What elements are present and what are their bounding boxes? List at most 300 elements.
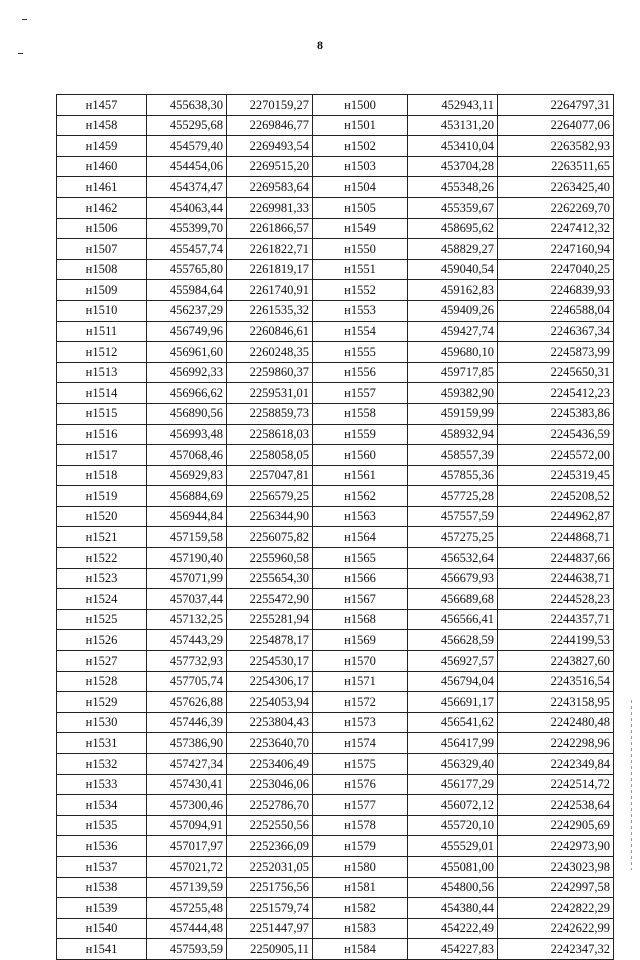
point-id-cell: н1505: [313, 197, 408, 218]
point-id-cell: н1565: [313, 548, 408, 569]
y-coordinate-cell: 2242622,99: [498, 918, 614, 939]
x-coordinate-cell: 459040,54: [408, 259, 498, 280]
y-coordinate-cell: 2263582,93: [498, 136, 614, 157]
point-id-cell: н1531: [57, 733, 147, 754]
y-coordinate-cell: 2246367,34: [498, 321, 614, 342]
point-id-cell: н1518: [57, 465, 147, 486]
x-coordinate-cell: 457626,88: [147, 692, 227, 713]
x-coordinate-cell: 454222,49: [408, 918, 498, 939]
point-id-cell: н1522: [57, 548, 147, 569]
x-coordinate-cell: 457132,25: [147, 609, 227, 630]
point-id-cell: н1506: [57, 218, 147, 239]
y-coordinate-cell: 2269981,33: [227, 197, 313, 218]
x-coordinate-cell: 456927,57: [408, 651, 498, 672]
y-coordinate-cell: 2247040,25: [498, 259, 614, 280]
y-coordinate-cell: 2261740,91: [227, 280, 313, 301]
point-id-cell: н1581: [313, 877, 408, 898]
x-coordinate-cell: 459409,26: [408, 300, 498, 321]
table-row: [57, 939, 614, 960]
y-coordinate-cell: 2270159,27: [227, 95, 313, 116]
point-id-cell: н1570: [313, 651, 408, 672]
x-coordinate-cell: 452943,11: [408, 95, 498, 116]
x-coordinate-cell: 456541,62: [408, 712, 498, 733]
point-id-cell: н1539: [57, 898, 147, 919]
point-id-cell: н1503: [313, 156, 408, 177]
y-coordinate-cell: 2259531,01: [227, 383, 313, 404]
x-coordinate-cell: 457427,34: [147, 754, 227, 775]
point-id-cell: н1575: [313, 754, 408, 775]
point-id-cell: н1501: [313, 115, 408, 136]
point-id-cell: н1532: [57, 754, 147, 775]
point-id-cell: н1538: [57, 877, 147, 898]
x-coordinate-cell: 455295,68: [147, 115, 227, 136]
y-coordinate-cell: 2256075,82: [227, 527, 313, 548]
table-row: [57, 836, 614, 857]
y-coordinate-cell: 2243158,95: [498, 692, 614, 713]
y-coordinate-cell: 2242973,90: [498, 836, 614, 857]
table-row: [57, 218, 614, 239]
scan-mark: [18, 53, 23, 54]
x-coordinate-cell: 456566,41: [408, 609, 498, 630]
x-coordinate-cell: 457444,48: [147, 918, 227, 939]
point-id-cell: н1537: [57, 856, 147, 877]
point-id-cell: н1516: [57, 424, 147, 445]
table-row: [57, 877, 614, 898]
table-row: [57, 156, 614, 177]
table-row: [57, 197, 614, 218]
point-id-cell: н1536: [57, 836, 147, 857]
x-coordinate-cell: 454374,47: [147, 177, 227, 198]
point-id-cell: н1567: [313, 589, 408, 610]
table-row: [57, 239, 614, 260]
x-coordinate-cell: 457037,44: [147, 589, 227, 610]
point-id-cell: н1568: [313, 609, 408, 630]
x-coordinate-cell: 456966,62: [147, 383, 227, 404]
y-coordinate-cell: 2269493,54: [227, 136, 313, 157]
y-coordinate-cell: 2244528,23: [498, 589, 614, 610]
y-coordinate-cell: 2254306,17: [227, 671, 313, 692]
table-row: [57, 403, 614, 424]
point-id-cell: н1504: [313, 177, 408, 198]
y-coordinate-cell: 2253804,43: [227, 712, 313, 733]
y-coordinate-cell: 2254053,94: [227, 692, 313, 713]
point-id-cell: н1502: [313, 136, 408, 157]
y-coordinate-cell: 2242347,32: [498, 939, 614, 960]
table-row: [57, 589, 614, 610]
y-coordinate-cell: 2245412,23: [498, 383, 614, 404]
x-coordinate-cell: 459382,90: [408, 383, 498, 404]
point-id-cell: н1524: [57, 589, 147, 610]
point-id-cell: н1509: [57, 280, 147, 301]
x-coordinate-cell: 457430,41: [147, 774, 227, 795]
table-row: [57, 568, 614, 589]
x-coordinate-cell: 457190,40: [147, 548, 227, 569]
point-id-cell: н1560: [313, 445, 408, 466]
y-coordinate-cell: 2242538,64: [498, 795, 614, 816]
point-id-cell: н1507: [57, 239, 147, 260]
scan-mark: [22, 19, 27, 20]
x-coordinate-cell: 453410,04: [408, 136, 498, 157]
y-coordinate-cell: 2247160,94: [498, 239, 614, 260]
point-id-cell: н1577: [313, 795, 408, 816]
point-id-cell: н1580: [313, 856, 408, 877]
y-coordinate-cell: 2252366,09: [227, 836, 313, 857]
y-coordinate-cell: 2258058,05: [227, 445, 313, 466]
x-coordinate-cell: 456689,68: [408, 589, 498, 610]
page-number: 8: [317, 38, 323, 52]
table-row: [57, 259, 614, 280]
x-coordinate-cell: 457446,39: [147, 712, 227, 733]
point-id-cell: н1526: [57, 630, 147, 651]
y-coordinate-cell: 2259860,37: [227, 362, 313, 383]
point-id-cell: н1573: [313, 712, 408, 733]
x-coordinate-cell: 454380,44: [408, 898, 498, 919]
x-coordinate-cell: 456072,12: [408, 795, 498, 816]
point-id-cell: н1576: [313, 774, 408, 795]
x-coordinate-cell: 455081,00: [408, 856, 498, 877]
table-row: [57, 671, 614, 692]
point-id-cell: н1556: [313, 362, 408, 383]
y-coordinate-cell: 2260248,35: [227, 342, 313, 363]
point-id-cell: н1540: [57, 918, 147, 939]
x-coordinate-cell: 456944,84: [147, 506, 227, 527]
table-row: [57, 712, 614, 733]
x-coordinate-cell: 453131,20: [408, 115, 498, 136]
x-coordinate-cell: 455984,64: [147, 280, 227, 301]
point-id-cell: н1583: [313, 918, 408, 939]
point-id-cell: н1555: [313, 342, 408, 363]
x-coordinate-cell: 457068,46: [147, 445, 227, 466]
point-id-cell: н1508: [57, 259, 147, 280]
x-coordinate-cell: 457275,25: [408, 527, 498, 548]
x-coordinate-cell: 457094,91: [147, 815, 227, 836]
point-id-cell: н1572: [313, 692, 408, 713]
x-coordinate-cell: 456884,69: [147, 486, 227, 507]
y-coordinate-cell: 2252786,70: [227, 795, 313, 816]
point-id-cell: н1541: [57, 939, 147, 960]
point-id-cell: н1500: [313, 95, 408, 116]
table-row: [57, 630, 614, 651]
y-coordinate-cell: 2253046,06: [227, 774, 313, 795]
y-coordinate-cell: 2246588,04: [498, 300, 614, 321]
x-coordinate-cell: 458695,62: [408, 218, 498, 239]
table-row: [57, 774, 614, 795]
y-coordinate-cell: 2256579,25: [227, 486, 313, 507]
point-id-cell: н1529: [57, 692, 147, 713]
point-id-cell: н1533: [57, 774, 147, 795]
x-coordinate-cell: 457855,36: [408, 465, 498, 486]
y-coordinate-cell: 2251579,74: [227, 898, 313, 919]
point-id-cell: н1561: [313, 465, 408, 486]
point-id-cell: н1579: [313, 836, 408, 857]
point-id-cell: н1558: [313, 403, 408, 424]
point-id-cell: н1559: [313, 424, 408, 445]
y-coordinate-cell: 2255472,90: [227, 589, 313, 610]
y-coordinate-cell: 2252550,56: [227, 815, 313, 836]
x-coordinate-cell: 455720,10: [408, 815, 498, 836]
y-coordinate-cell: 2264797,31: [498, 95, 614, 116]
point-id-cell: н1554: [313, 321, 408, 342]
x-coordinate-cell: 456929,83: [147, 465, 227, 486]
x-coordinate-cell: 455348,26: [408, 177, 498, 198]
point-id-cell: н1535: [57, 815, 147, 836]
table-row: [57, 95, 614, 116]
y-coordinate-cell: 2251756,56: [227, 877, 313, 898]
y-coordinate-cell: 2242349,84: [498, 754, 614, 775]
table-row: [57, 548, 614, 569]
y-coordinate-cell: 2255654,30: [227, 568, 313, 589]
table-row: [57, 795, 614, 816]
y-coordinate-cell: 2245572,00: [498, 445, 614, 466]
point-id-cell: н1527: [57, 651, 147, 672]
x-coordinate-cell: 459162,83: [408, 280, 498, 301]
point-id-cell: н1459: [57, 136, 147, 157]
y-coordinate-cell: 2254530,17: [227, 651, 313, 672]
table-row: [57, 177, 614, 198]
y-coordinate-cell: 2253640,70: [227, 733, 313, 754]
point-id-cell: н1534: [57, 795, 147, 816]
point-id-cell: н1519: [57, 486, 147, 507]
x-coordinate-cell: 457021,72: [147, 856, 227, 877]
y-coordinate-cell: 2242298,96: [498, 733, 614, 754]
table-row: [57, 465, 614, 486]
point-id-cell: н1457: [57, 95, 147, 116]
x-coordinate-cell: 459680,10: [408, 342, 498, 363]
point-id-cell: н1552: [313, 280, 408, 301]
x-coordinate-cell: 459717,85: [408, 362, 498, 383]
x-coordinate-cell: 455529,01: [408, 836, 498, 857]
point-id-cell: н1461: [57, 177, 147, 198]
point-id-cell: н1530: [57, 712, 147, 733]
x-coordinate-cell: 457443,29: [147, 630, 227, 651]
y-coordinate-cell: 2242514,72: [498, 774, 614, 795]
x-coordinate-cell: 456329,40: [408, 754, 498, 775]
y-coordinate-cell: 2244357,71: [498, 609, 614, 630]
x-coordinate-cell: 458932,94: [408, 424, 498, 445]
x-coordinate-cell: 457557,59: [408, 506, 498, 527]
y-coordinate-cell: 2261866,57: [227, 218, 313, 239]
point-id-cell: н1515: [57, 403, 147, 424]
table-row: [57, 609, 614, 630]
x-coordinate-cell: 456992,33: [147, 362, 227, 383]
y-coordinate-cell: 2251447,97: [227, 918, 313, 939]
point-id-cell: н1510: [57, 300, 147, 321]
x-coordinate-cell: 456890,56: [147, 403, 227, 424]
x-coordinate-cell: 457159,58: [147, 527, 227, 548]
y-coordinate-cell: 2245208,52: [498, 486, 614, 507]
y-coordinate-cell: 2261822,71: [227, 239, 313, 260]
y-coordinate-cell: 2258618,03: [227, 424, 313, 445]
x-coordinate-cell: 457017,97: [147, 836, 227, 857]
x-coordinate-cell: 456532,64: [408, 548, 498, 569]
x-coordinate-cell: 456628,59: [408, 630, 498, 651]
x-coordinate-cell: 456749,96: [147, 321, 227, 342]
point-id-cell: н1528: [57, 671, 147, 692]
table-row: [57, 362, 614, 383]
x-coordinate-cell: 456237,29: [147, 300, 227, 321]
x-coordinate-cell: 457593,59: [147, 939, 227, 960]
y-coordinate-cell: 2244837,66: [498, 548, 614, 569]
y-coordinate-cell: 2262269,70: [498, 197, 614, 218]
point-id-cell: н1462: [57, 197, 147, 218]
y-coordinate-cell: 2269583,64: [227, 177, 313, 198]
point-id-cell: н1553: [313, 300, 408, 321]
table-row: [57, 651, 614, 672]
y-coordinate-cell: 2245383,86: [498, 403, 614, 424]
point-id-cell: н1514: [57, 383, 147, 404]
x-coordinate-cell: 454800,56: [408, 877, 498, 898]
x-coordinate-cell: 457732,93: [147, 651, 227, 672]
table-row: [57, 424, 614, 445]
table-row: [57, 918, 614, 939]
y-coordinate-cell: 2242822,29: [498, 898, 614, 919]
table-row: [57, 815, 614, 836]
y-coordinate-cell: 2269515,20: [227, 156, 313, 177]
x-coordinate-cell: 454063,44: [147, 197, 227, 218]
point-id-cell: н1517: [57, 445, 147, 466]
x-coordinate-cell: 457725,28: [408, 486, 498, 507]
x-coordinate-cell: 459427,74: [408, 321, 498, 342]
y-coordinate-cell: 2246839,93: [498, 280, 614, 301]
y-coordinate-cell: 2242480,48: [498, 712, 614, 733]
y-coordinate-cell: 2255960,58: [227, 548, 313, 569]
y-coordinate-cell: 2245873,99: [498, 342, 614, 363]
y-coordinate-cell: 2244868,71: [498, 527, 614, 548]
point-id-cell: н1521: [57, 527, 147, 548]
x-coordinate-cell: 456177,29: [408, 774, 498, 795]
x-coordinate-cell: 457705,74: [147, 671, 227, 692]
y-coordinate-cell: 2255281,94: [227, 609, 313, 630]
table-row: [57, 486, 614, 507]
y-coordinate-cell: 2242997,58: [498, 877, 614, 898]
y-coordinate-cell: 2263425,40: [498, 177, 614, 198]
y-coordinate-cell: 2257047,81: [227, 465, 313, 486]
point-id-cell: н1460: [57, 156, 147, 177]
point-id-cell: н1578: [313, 815, 408, 836]
x-coordinate-cell: 456961,60: [147, 342, 227, 363]
x-coordinate-cell: 455457,74: [147, 239, 227, 260]
x-coordinate-cell: 457071,99: [147, 568, 227, 589]
x-coordinate-cell: 458829,27: [408, 239, 498, 260]
y-coordinate-cell: 2245436,59: [498, 424, 614, 445]
y-coordinate-cell: 2245319,45: [498, 465, 614, 486]
y-coordinate-cell: 2254878,17: [227, 630, 313, 651]
table-row: [57, 692, 614, 713]
y-coordinate-cell: 2247412,32: [498, 218, 614, 239]
y-coordinate-cell: 2253406,49: [227, 754, 313, 775]
table-row: [57, 856, 614, 877]
point-id-cell: н1550: [313, 239, 408, 260]
table-row: [57, 527, 614, 548]
point-id-cell: н1582: [313, 898, 408, 919]
table-row: [57, 733, 614, 754]
x-coordinate-cell: 456993,48: [147, 424, 227, 445]
point-id-cell: н1574: [313, 733, 408, 754]
table-row: [57, 136, 614, 157]
y-coordinate-cell: 2244962,87: [498, 506, 614, 527]
y-coordinate-cell: 2261819,17: [227, 259, 313, 280]
y-coordinate-cell: 2245650,31: [498, 362, 614, 383]
x-coordinate-cell: 455359,67: [408, 197, 498, 218]
table-row: [57, 115, 614, 136]
point-id-cell: н1513: [57, 362, 147, 383]
point-id-cell: н1569: [313, 630, 408, 651]
y-coordinate-cell: 2261535,32: [227, 300, 313, 321]
y-coordinate-cell: 2242905,69: [498, 815, 614, 836]
x-coordinate-cell: 457139,59: [147, 877, 227, 898]
y-coordinate-cell: 2243516,54: [498, 671, 614, 692]
y-coordinate-cell: 2260846,61: [227, 321, 313, 342]
x-coordinate-cell: 455638,30: [147, 95, 227, 116]
x-coordinate-cell: 459159,99: [408, 403, 498, 424]
x-coordinate-cell: 455765,80: [147, 259, 227, 280]
x-coordinate-cell: 456679,93: [408, 568, 498, 589]
x-coordinate-cell: 457300,46: [147, 795, 227, 816]
table-row: [57, 445, 614, 466]
y-coordinate-cell: 2250905,11: [227, 939, 313, 960]
x-coordinate-cell: 457255,48: [147, 898, 227, 919]
coordinates-table-body: [57, 95, 614, 960]
y-coordinate-cell: 2243023,98: [498, 856, 614, 877]
table-row: [57, 754, 614, 775]
y-coordinate-cell: 2263511,65: [498, 156, 614, 177]
x-coordinate-cell: 456417,99: [408, 733, 498, 754]
y-coordinate-cell: 2244638,71: [498, 568, 614, 589]
table-row: [57, 342, 614, 363]
coordinates-table: [56, 94, 614, 960]
y-coordinate-cell: 2244199,53: [498, 630, 614, 651]
point-id-cell: н1566: [313, 568, 408, 589]
point-id-cell: н1520: [57, 506, 147, 527]
y-coordinate-cell: 2264077,06: [498, 115, 614, 136]
y-coordinate-cell: 2269846,77: [227, 115, 313, 136]
y-coordinate-cell: 2252031,05: [227, 856, 313, 877]
x-coordinate-cell: 454454,06: [147, 156, 227, 177]
table-row: [57, 898, 614, 919]
point-id-cell: н1557: [313, 383, 408, 404]
point-id-cell: н1511: [57, 321, 147, 342]
point-id-cell: н1571: [313, 671, 408, 692]
point-id-cell: н1523: [57, 568, 147, 589]
table-row: [57, 506, 614, 527]
table-row: [57, 280, 614, 301]
table-row: [57, 321, 614, 342]
point-id-cell: н1551: [313, 259, 408, 280]
point-id-cell: н1512: [57, 342, 147, 363]
y-coordinate-cell: 2258859,73: [227, 403, 313, 424]
x-coordinate-cell: 455399,70: [147, 218, 227, 239]
point-id-cell: н1562: [313, 486, 408, 507]
x-coordinate-cell: 453704,28: [408, 156, 498, 177]
point-id-cell: н1564: [313, 527, 408, 548]
table-row: [57, 300, 614, 321]
point-id-cell: н1549: [313, 218, 408, 239]
x-coordinate-cell: 454579,40: [147, 136, 227, 157]
point-id-cell: н1458: [57, 115, 147, 136]
table-row: [57, 383, 614, 404]
x-coordinate-cell: 456794,04: [408, 671, 498, 692]
x-coordinate-cell: 456691,17: [408, 692, 498, 713]
point-id-cell: н1584: [313, 939, 408, 960]
x-coordinate-cell: 457386,90: [147, 733, 227, 754]
x-coordinate-cell: 458557,39: [408, 445, 498, 466]
scan-edge-line: [631, 700, 632, 870]
x-coordinate-cell: 454227,83: [408, 939, 498, 960]
y-coordinate-cell: 2243827,60: [498, 651, 614, 672]
y-coordinate-cell: 2256344,90: [227, 506, 313, 527]
point-id-cell: н1525: [57, 609, 147, 630]
point-id-cell: н1563: [313, 506, 408, 527]
